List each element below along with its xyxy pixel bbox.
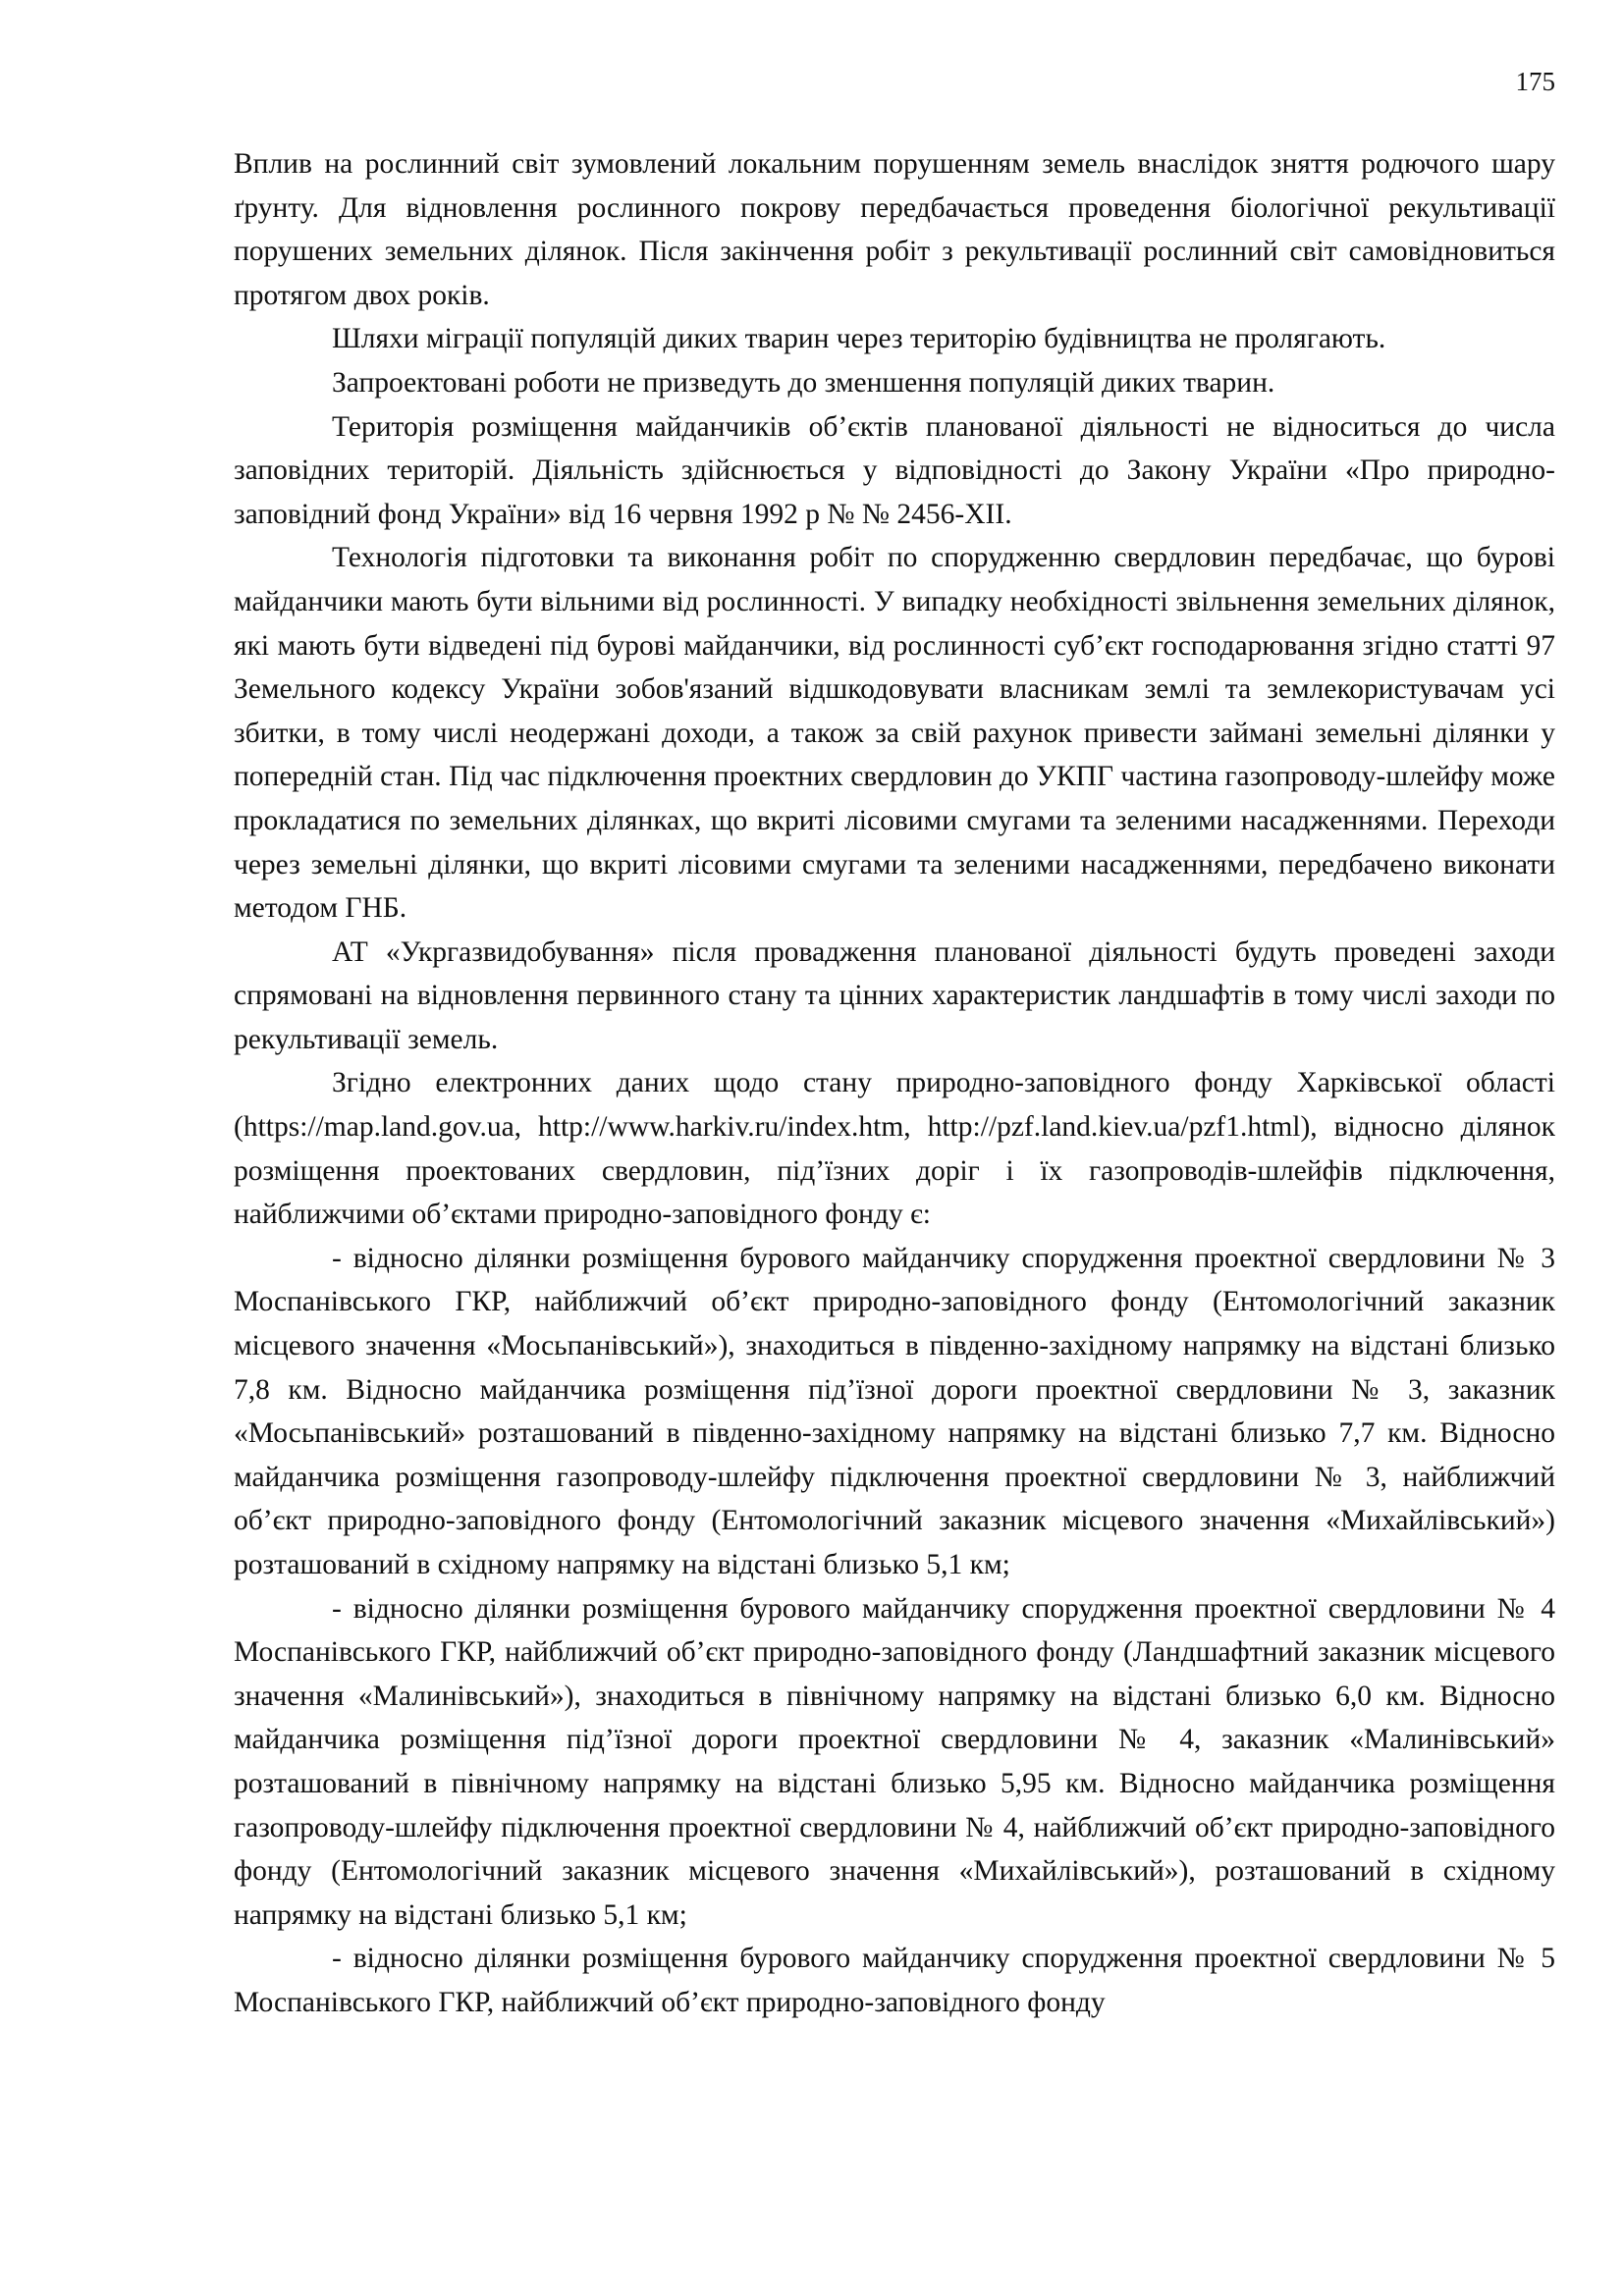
document-body (234, 142, 1555, 2025)
paragraph-migration: Шляхи міграції популяцій диких тварин через територію будівництва не пролягають. (332, 323, 1386, 355)
paragraph-flora-impact: Вплив на рослинний світ зумовлений локальним порушенням земель внаслідок зняття родючого шару ґрунту. Для відновлення рослинного покрову передбачається проведення біологічної рекультивації порушених земельних ділянок. Після закінчення робіт з рекультивації рослинний світ самовідновиться протягом двох років. (234, 148, 1555, 311)
page-number: 175 (1515, 67, 1555, 96)
list-item-well-3: - відносно ділянки розміщення бурового майданчику спорудження проектної свердловини № 3 Моспанівського ГКР, найближчий об’єкт природно-заповідного фонду (Ентомологічний заказник місцевого значення «Мосьпанівський»), знаходиться в південно-західному напрямку на відстані близько 7,8 км. Відносно майданчика розміщення під’їзної дороги проектної свердловини № 3, заказник «Мосьпанівський» розташований в південно-західному напрямку на відстані близько 7,7 км. Відносно майданчика розміщення газопроводу-шлейфу підключення проектної свердловини № 3, найближчий об’єкт природно-заповідного фонду (Ентомологічний заказник місцевого значення «Михайлівський») розташований в східному напрямку на відстані близько 5,1 км; (234, 1242, 1555, 1580)
paragraph-protected-territory: Територія розміщення майданчиків об’єктів планованої діяльності не відноситься до числа заповідних територій. Діяльність здійснюється у відповідності до Закону України «Про природно-заповідний фонд України» від 16 червня 1992 р № № 2456-XII. (234, 410, 1555, 530)
list-item-well-4: - відносно ділянки розміщення бурового майданчику спорудження проектної свердловини № 4 Моспанівського ГКР, найближчий об’єкт природно-заповідного фонду (Ландшафтний заказник місцевого значення «Малинівський»), знаходиться в північному напрямку на відстані близько 6,0 км. Відносно майданчика розміщення під’їзної дороги проектної свердловини № 4, заказник «Малинівський» розташований в північному напрямку на відстані близько 5,95 км. Відносно майданчика розміщення газопроводу-шлейфу підключення проектної свердловини № 4, найближчий об’єкт природно-заповідного фонду (Ентомологічний заказник місцевого значення «Михайлівський»), розташований в східному напрямку на відстані близько 5,1 км; (234, 1592, 1555, 1931)
paragraph-drilling-technology: Технологія підготовки та виконання робіт по спорудженню свердловин передбачає, що бурові майданчики мають бути вільними від рослинності. У випадку необхідності звільнення земельних ділянок, які мають бути відведені під бурові майданчики, від рослинності суб’єкт господарювання згідно статті 97 Земельного кодексу України зобов'язаний відшкодовувати власникам землі та землекористувачам усі збитки, в тому числі неодержані доходи, а також за свій рахунок привести займані земельні ділянки у попередній стан. Під час підключення проектних свердловин до УКПГ частина газопроводу-шлейфу може прокладатися по земельних ділянках, що вкриті лісовими смугами та зеленими насадженнями. Переходи через земельні ділянки, що вкриті лісовими смугами та зеленими насадженнями, передбачено виконати методом ГНБ. (234, 542, 1555, 925)
paragraph-populations: Запроектовані роботи не призведуть до зменшення популяцій диких тварин. (332, 366, 1275, 399)
paragraph-restoration: АТ «Укргазвидобування» після провадження планованої діяльності будуть проведені заходи спрямовані на відновлення первинного стану та цінних характеристик ландшафтів в тому числі заходи по рекультивації земель. (234, 935, 1555, 1055)
list-item-well-5: - відносно ділянки розміщення бурового майданчику спорудження проектної свердловини № 5 Моспанівського ГКР, найближчий об’єкт природно-заповідного фонду (234, 1943, 1555, 2018)
paragraph-sources: Згідно електронних даних щодо стану природно-заповідного фонду Харківської області (https://map.land.gov.ua, http://www.harkiv.ru/index.htm, http://pzf.land.kiev.ua/pzf1.html), відносно ділянок розміщення проектованих свердловин, під’їзних доріг і їх газопроводів-шлейфів підключення, найближчими об’єктами природно-заповідного фонду є: (234, 1067, 1555, 1231)
